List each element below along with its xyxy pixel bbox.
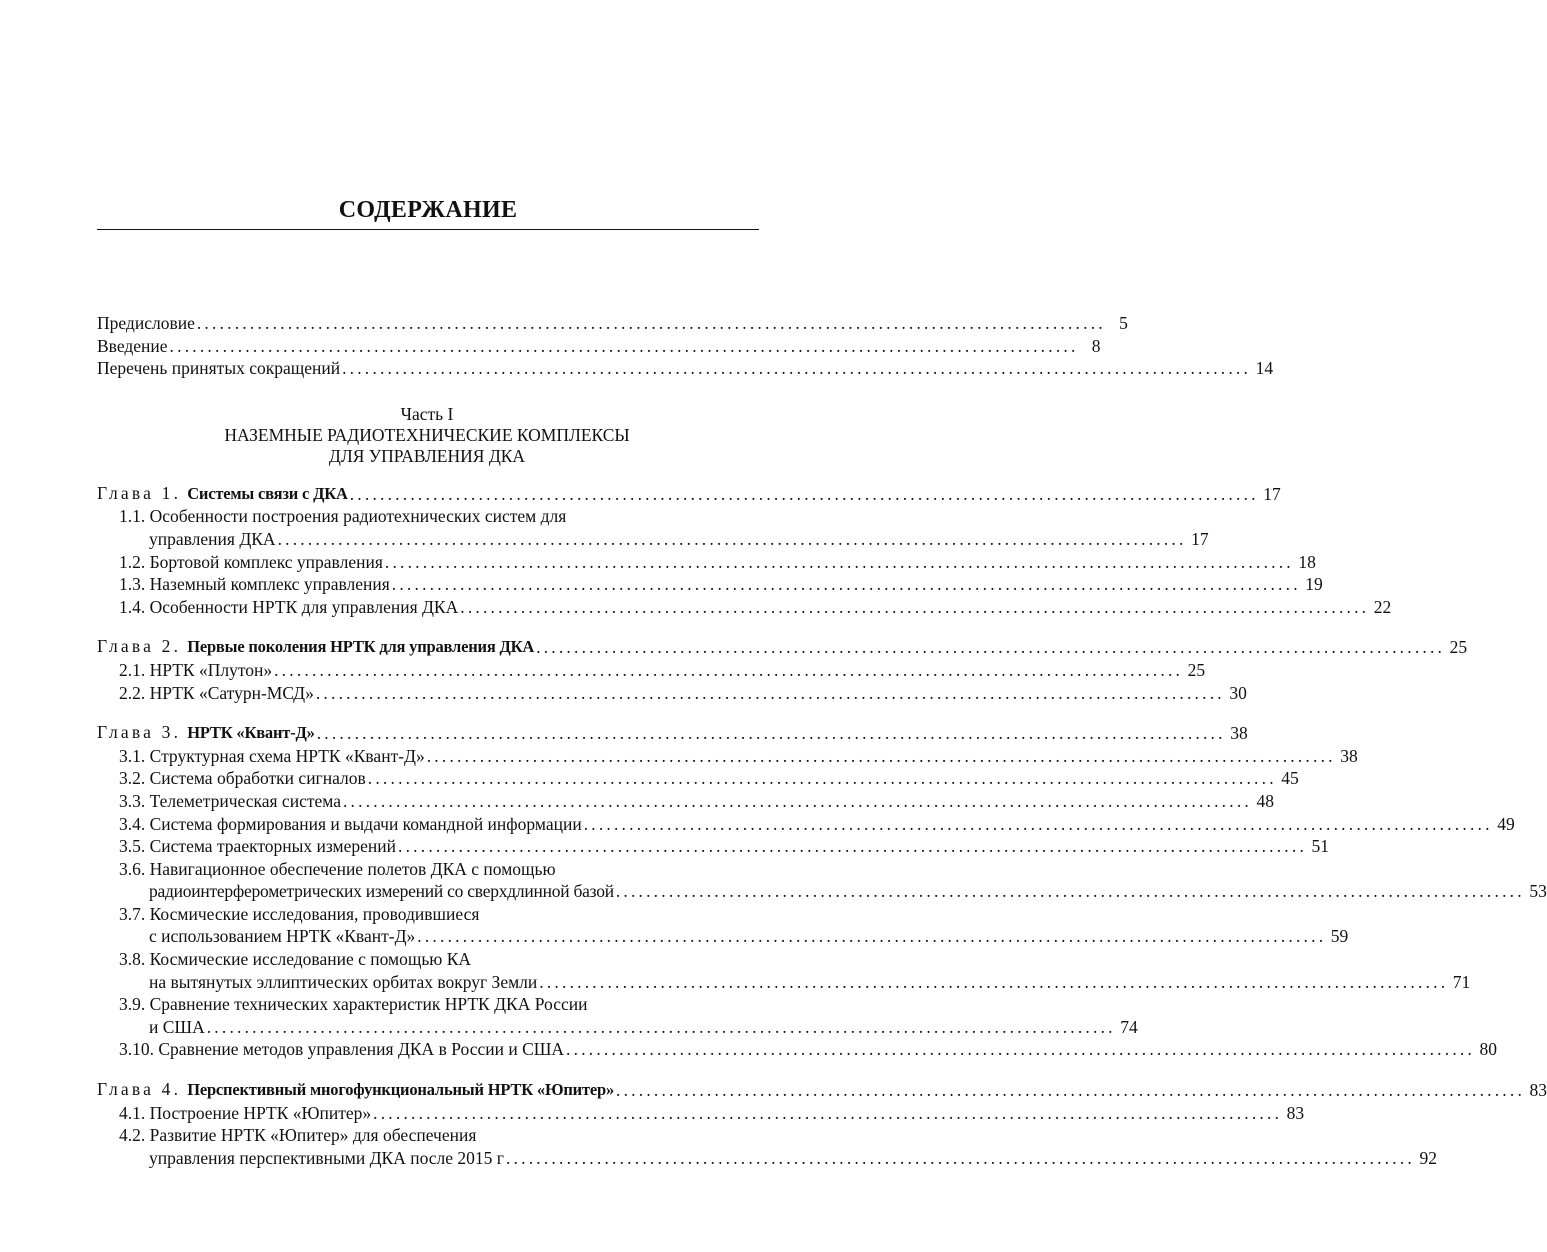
section-title-cont: управления перспективными ДКА после 2015 г: [149, 1147, 504, 1168]
page-number: 17: [1263, 483, 1281, 504]
section-number: 3.6.: [119, 858, 146, 879]
section-title: НРТК «Сатурн-МСД»: [149, 682, 314, 703]
chapter-label: Глава 4.: [97, 1079, 182, 1100]
section-title: Система формирования и выдачи командной информации: [149, 813, 582, 834]
leader-dots: ........................................................................................................................: [315, 682, 1225, 703]
leader-dots: ........................................................................................................................: [539, 971, 1449, 992]
section-title: НРТК «Плутон»: [149, 659, 273, 680]
section-title: Структурная схема НРТК «Квант-Д»: [149, 745, 425, 766]
leader-dots: ........................................................................................................................: [196, 313, 1106, 333]
toc-section-3-6-cont[interactable]: [97, 880, 1547, 903]
section-title: Навигационное обеспечение полетов ДКА с помощью: [149, 858, 556, 879]
toc-section-4-1[interactable]: [97, 1102, 1305, 1125]
section-number: 3.1.: [119, 745, 146, 766]
leader-dots: ........................................................................................................................: [316, 723, 1226, 744]
page-number: 30: [1229, 682, 1247, 703]
toc-section-3-6[interactable]: [97, 858, 757, 881]
leader-dots: ........................................................................................................................: [460, 596, 1370, 617]
section-title-cont: с использованием НРТК «Квант-Д»: [149, 926, 416, 947]
page-number: 45: [1281, 768, 1299, 789]
section-title: Построение НРТК «Юпитер»: [149, 1102, 372, 1123]
page-number: 51: [1311, 836, 1330, 857]
toc-section-1-4[interactable]: [97, 596, 1392, 619]
page-number: 17: [1191, 528, 1209, 549]
page-number: 71: [1452, 971, 1471, 992]
page-number: 5: [1119, 313, 1128, 333]
page-number: 25: [1449, 637, 1468, 658]
section-number: 1.2.: [119, 551, 146, 572]
toc-entry-introduction[interactable]: [97, 335, 1101, 358]
page-number: 22: [1373, 596, 1392, 617]
toc-section-3-9[interactable]: [97, 993, 757, 1016]
leader-dots: ........................................................................................................................: [277, 528, 1187, 549]
part-label: Часть I: [400, 403, 454, 424]
section-title: Сравнение технических характеристик НРТК ДКА России: [149, 994, 588, 1015]
leader-dots: ........................................................................................................................: [384, 551, 1294, 572]
section-number: 2.1.: [119, 659, 146, 680]
toc-section-4-2[interactable]: [97, 1124, 757, 1147]
leader-dots: ........................................................................................................................: [274, 659, 1184, 680]
table-of-contents: [97, 312, 1547, 1169]
toc-section-1-3[interactable]: [97, 573, 1323, 596]
chapter-label: Глава 2.: [97, 636, 182, 657]
leader-dots: ........................................................................................................................: [342, 358, 1252, 379]
chapter-label: Глава 3.: [97, 722, 182, 743]
section-number: 3.2.: [119, 768, 146, 789]
page-number: 38: [1340, 745, 1358, 766]
section-number: 3.10.: [119, 1039, 154, 1060]
section-title-cont: управления ДКА: [149, 528, 276, 549]
toc-section-2-1[interactable]: [97, 659, 1206, 682]
page-number: 92: [1419, 1147, 1437, 1168]
page-number: 38: [1230, 723, 1248, 744]
section-number: 3.4.: [119, 813, 146, 834]
entry-title: Предисловие: [97, 313, 195, 333]
section-title-cont: на вытянутых эллиптических орбитах вокруг Земли: [149, 971, 538, 992]
toc-chapter-3[interactable]: [97, 721, 1248, 745]
section-number: 3.5.: [119, 836, 146, 857]
leader-dots: ........................................................................................................................: [505, 1147, 1415, 1168]
toc-section-4-2-cont[interactable]: [97, 1147, 1437, 1170]
chapter-title: Первые поколения НРТК для управления ДКА: [187, 637, 535, 657]
section-number: 1.4.: [119, 596, 146, 617]
section-number: 3.8.: [119, 949, 146, 970]
entry-title: Введение: [97, 335, 168, 356]
part-title-line-1: НАЗЕМНЫЕ РАДИОТЕХНИЧЕСКИЕ КОМПЛЕКСЫ: [224, 424, 630, 445]
section-title: Система траекторных измерений: [149, 836, 397, 857]
chapter-title: Системы связи с ДКА: [187, 483, 348, 503]
leader-dots: ........................................................................................................................: [206, 1016, 1116, 1037]
page-number: 49: [1497, 813, 1515, 834]
toc-section-3-8-cont[interactable]: [97, 971, 1471, 994]
section-title: Космические исследование с помощью КА: [149, 949, 472, 970]
toc-section-3-7-cont[interactable]: [97, 925, 1349, 948]
page-number: 14: [1255, 358, 1274, 379]
section-number: 3.7.: [119, 903, 146, 924]
chapter-title: Перспективный многофункциональный НРТК «Юпитер»: [187, 1080, 615, 1100]
chapter-title: НРТК «Квант-Д»: [187, 723, 315, 743]
page-number: 48: [1256, 790, 1274, 811]
toc-chapter-1[interactable]: [97, 482, 1281, 506]
leader-dots: ........................................................................................................................: [616, 1080, 1526, 1101]
toc-chapter-2[interactable]: [97, 635, 1468, 659]
leader-dots: ........................................................................................................................: [566, 1039, 1476, 1060]
section-title-cont: радиоинтерферометрических измерений со сверхдлинной базой: [149, 881, 614, 902]
page-number: 8: [1091, 335, 1101, 356]
leader-dots: ........................................................................................................................: [398, 836, 1308, 857]
section-title: Система обработки сигналов: [149, 768, 366, 789]
toc-section-1-2[interactable]: [97, 551, 1316, 574]
leader-dots: ........................................................................................................................: [367, 768, 1277, 789]
section-number: 3.9.: [119, 994, 146, 1015]
toc-section-3-10[interactable]: [97, 1038, 1498, 1061]
section-title: Телеметрическая система: [149, 790, 341, 811]
toc-chapter-4[interactable]: [97, 1078, 1547, 1102]
section-title: Космические исследования, проводившиеся: [149, 903, 480, 924]
page-title: СОДЕРЖАНИЕ: [338, 197, 518, 223]
section-number: 4.2.: [119, 1125, 146, 1146]
leader-dots: ........................................................................................................................: [342, 790, 1252, 811]
section-title: Бортовой комплекс управления: [149, 551, 383, 572]
section-number: 1.1.: [119, 506, 146, 527]
leader-dots: ........................................................................................................................: [583, 813, 1493, 834]
leader-dots: ........................................................................................................................: [426, 745, 1336, 766]
leader-dots: ........................................................................................................................: [417, 926, 1327, 947]
section-number: 2.2.: [119, 682, 146, 703]
section-title-cont: и США: [149, 1016, 205, 1037]
leader-dots: ........................................................................................................................: [615, 881, 1525, 902]
leader-dots: ........................................................................................................................: [169, 335, 1079, 356]
chapter-label: Глава 1.: [97, 482, 182, 503]
page-number: 59: [1330, 926, 1349, 947]
title-divider: [97, 229, 759, 230]
section-title: Особенности построения радиотехнических систем для: [149, 506, 567, 527]
toc-section-3-7[interactable]: [97, 903, 757, 926]
toc-section-3-5[interactable]: [97, 835, 1330, 858]
section-title: Особенности НРТК для управления ДКА: [149, 596, 459, 617]
toc-section-1-1[interactable]: [97, 505, 757, 528]
toc-entry-preface[interactable]: [97, 312, 1128, 335]
entry-title: Перечень принятых сокращений: [97, 358, 341, 379]
leader-dots: ........................................................................................................................: [349, 483, 1259, 504]
page-number: 83: [1286, 1102, 1305, 1123]
page-number: 83: [1529, 1080, 1547, 1101]
section-title: Сравнение методов управления ДКА в России и США: [158, 1039, 565, 1060]
page-number: 25: [1187, 659, 1206, 680]
toc-section-3-3[interactable]: [97, 790, 1274, 813]
section-number: 1.3.: [119, 574, 146, 595]
toc-section-3-4[interactable]: [97, 813, 1515, 836]
section-title: Наземный комплекс управления: [149, 574, 390, 595]
leader-dots: ........................................................................................................................: [373, 1102, 1283, 1123]
toc-section-3-8[interactable]: [97, 948, 757, 971]
page-number: 74: [1120, 1016, 1138, 1037]
part-title-line-2: ДЛЯ УПРАВЛЕНИЯ ДКА: [328, 445, 526, 466]
toc-section-2-2[interactable]: [97, 682, 1247, 705]
section-number: 3.3.: [119, 790, 146, 811]
leader-dots: ........................................................................................................................: [391, 574, 1301, 595]
toc-section-3-9-cont[interactable]: [97, 1016, 1138, 1039]
page-number: 80: [1479, 1039, 1498, 1060]
toc-section-1-1-cont[interactable]: [97, 528, 1209, 551]
page-number: 19: [1305, 574, 1323, 595]
toc-section-3-2[interactable]: [97, 767, 1299, 790]
page-number: 53: [1529, 881, 1547, 902]
toc-section-3-1[interactable]: [97, 745, 1358, 768]
section-number: 4.1.: [119, 1102, 146, 1123]
leader-dots: ........................................................................................................................: [536, 637, 1446, 658]
toc-entry-abbreviations[interactable]: [97, 357, 1274, 380]
section-title: Развитие НРТК «Юпитер» для обеспечения: [149, 1125, 477, 1146]
page-number: 18: [1298, 551, 1316, 572]
